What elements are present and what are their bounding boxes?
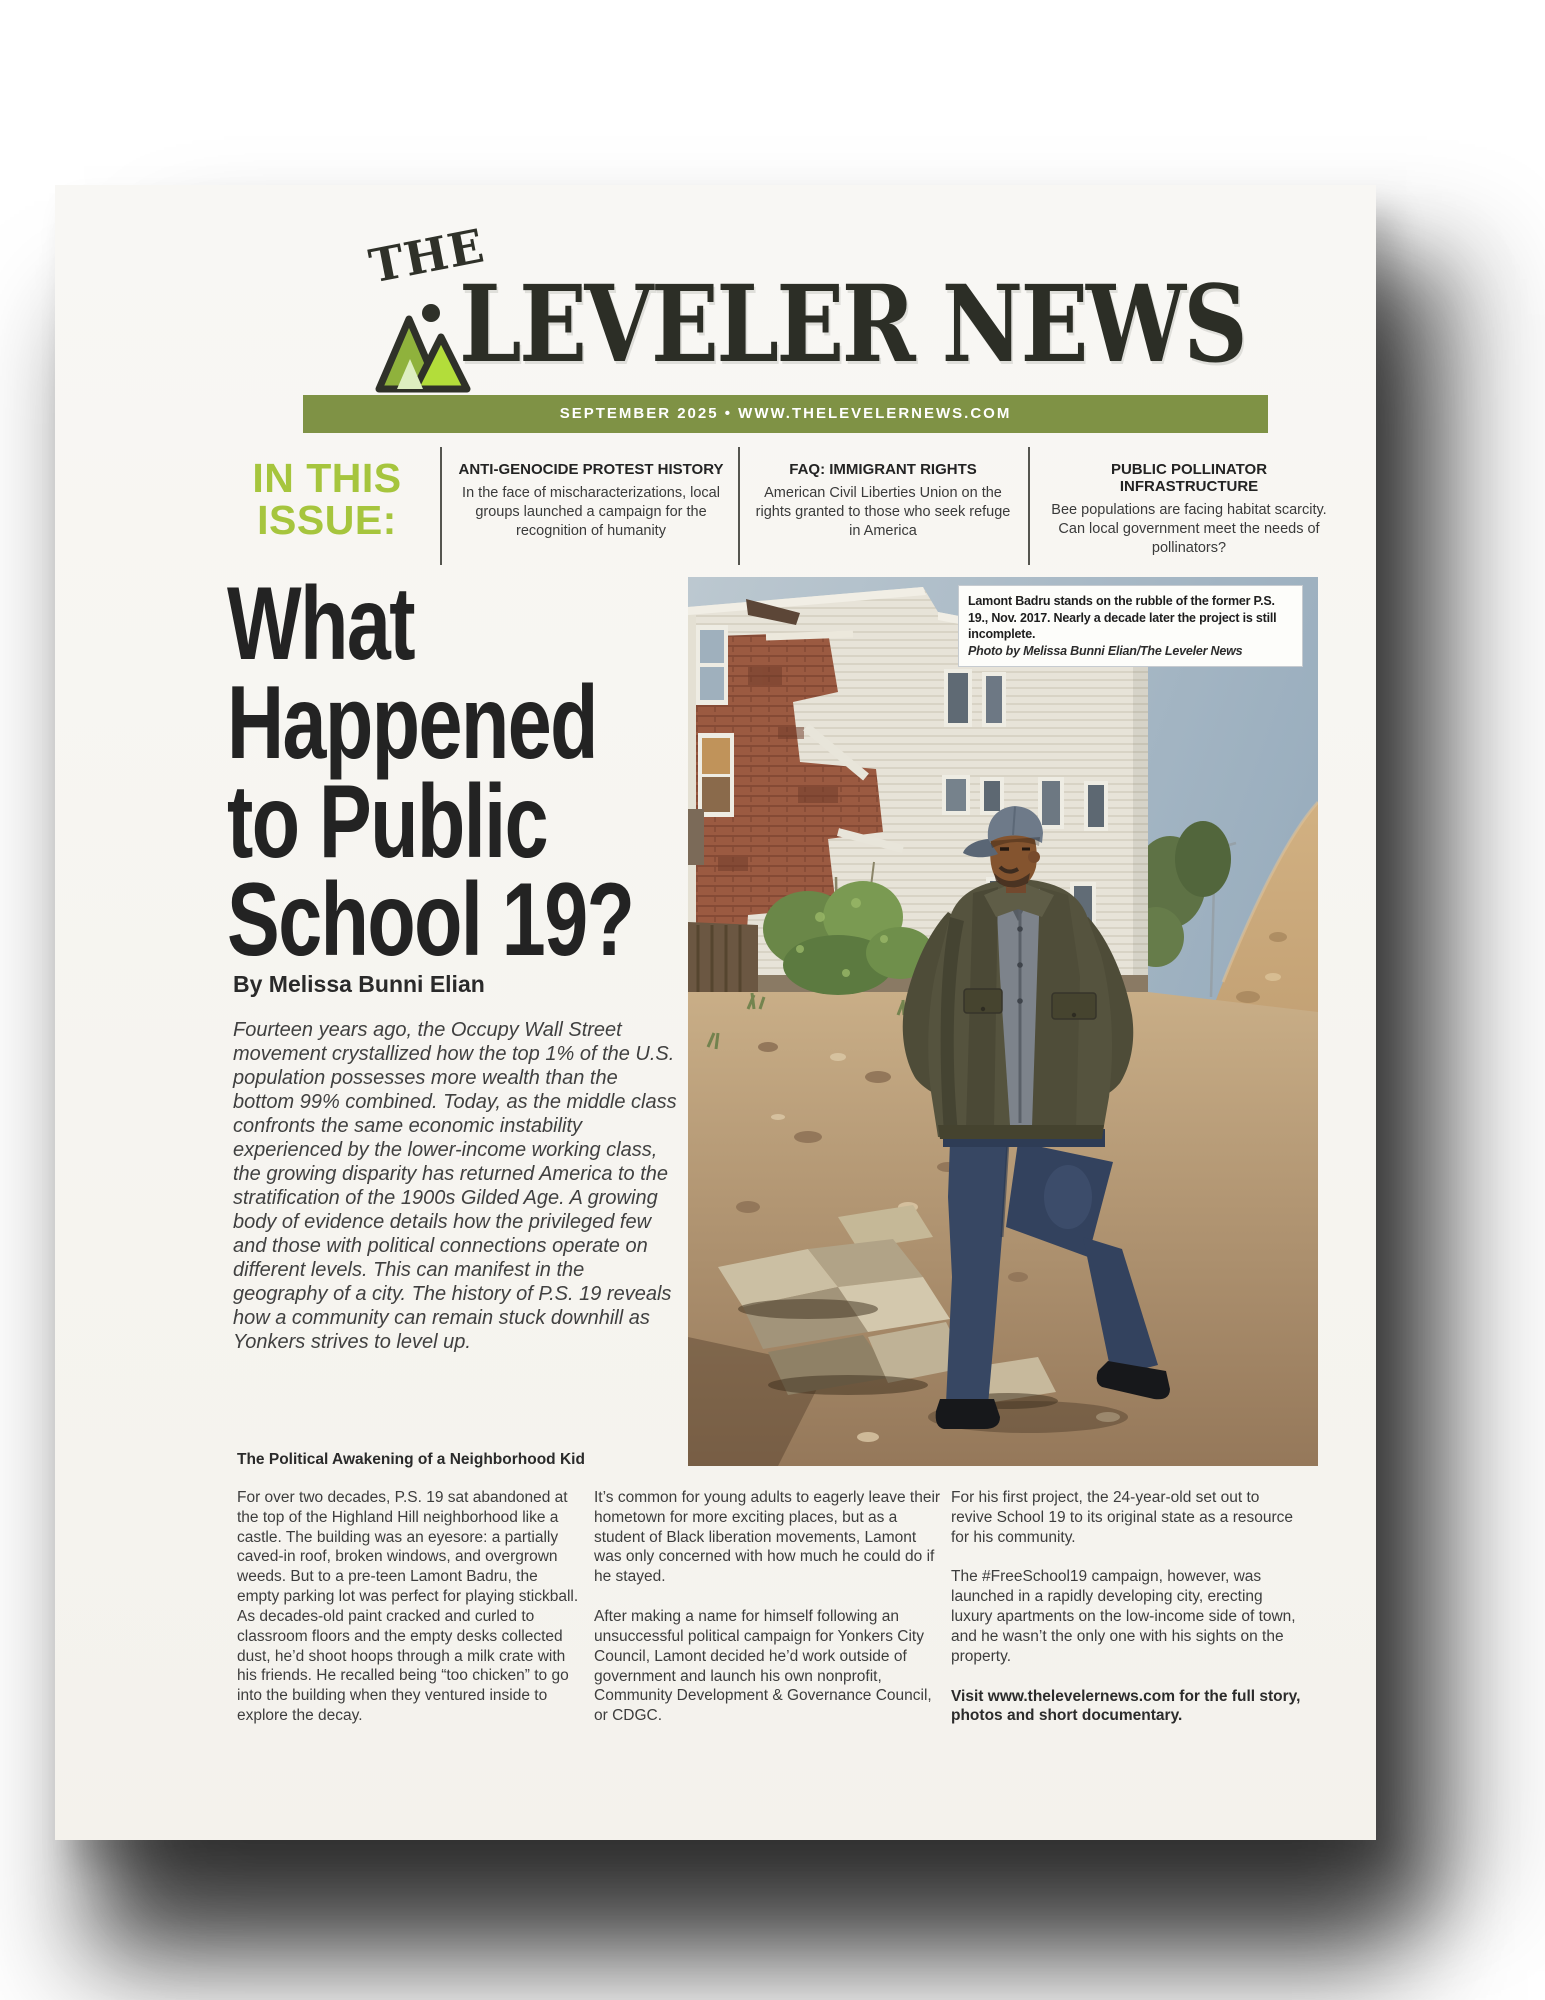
teaser-title: PUBLIC POLLINATOR INFRASTRUCTURE — [1110, 461, 1268, 495]
teaser-pollinator — [1041, 461, 1337, 558]
headline-line: What — [227, 566, 415, 682]
cta-text: Visit www.thelevelernews.com for the full story, photos and short documentary. — [951, 1687, 1301, 1725]
teaser-divider — [1028, 447, 1030, 565]
body-paragraph: The #FreeSchool19 campaign, however, was launched in a rapidly developing city, erecting luxury apartments on the low-income side of town, and he wasn’t the only one with his sights on the property. — [951, 1568, 1296, 1665]
teaser-body: Bee populations are facing habitat scarcity. Can local government meet the needs of pollinators? — [1051, 502, 1327, 557]
body-paragraph: For over two decades, P.S. 19 sat abandoned at the top of the Highland Hill neighborhood like a castle. The building was an eyesore: a partially caved-in roof, broken windows, and overgrown weeds. But to a pre-teen Lamont Badru, the empty parking lot was perfect for playing stickball. As decades-old paint cracked and curled to classroom floors and the empty desks collected dust, he’d shoot hoops through a milk crate with his friends. He recalled being “too chicken” to go into the building when they ventured inside to explore the decay. — [237, 1489, 579, 1725]
teaser-body: In the face of mischaracterizations, local groups launched a campaign for the recognition of humanity — [462, 485, 720, 540]
newspaper-page — [55, 185, 1376, 1840]
photo-caption — [958, 585, 1303, 667]
masthead-the: THE — [364, 218, 489, 294]
byline: By Melissa Bunni Elian — [233, 971, 485, 997]
teaser-divider — [440, 447, 442, 565]
lede-paragraph: Fourteen years ago, the Occupy Wall Street movement crystallized how the top 1% of the U.S. population possesses more wealth than the bottom 99% combined. Today, as the middle class confronts the same economic instability experienced by the lower-income working class, the growing disparity has returned America to the stratification of the 1900s Gilded Age. A growing body of evidence details how the privileged few and those with political connections operate on different levels. This can manifest in the geography of a city. The history of P.S. 19 reveals how a community can remain stuck downhill as Yonkers strives to level up. — [233, 1019, 677, 1353]
teaser-anti-genocide — [457, 461, 725, 541]
body-column-1 — [237, 1488, 583, 1746]
article-headline — [227, 566, 634, 979]
teaser-title: ANTI-GENOCIDE PROTEST HISTORY — [458, 461, 724, 478]
teaser-immigrant-rights — [752, 461, 1014, 541]
teaser-body: American Civil Liberties Union on the rights granted to those who seek refuge in America — [755, 485, 1011, 540]
section-header: The Political Awakening of a Neighborhood Kid — [237, 1451, 585, 1468]
body-paragraph: It’s common for young adults to eagerly leave their hometown for more exciting places, but as a student of Black liberation movements, Lamont was only concerned with how much he could do if he stayed. — [594, 1489, 941, 1586]
headline-line: to Public — [227, 763, 548, 880]
headline-line: School 19? — [227, 862, 634, 979]
body-paragraph: After making a name for himself following an unsuccessful political campaign for Yonkers City Council, Lamont decided he’d work outside of government and launch his own nonprofit, Community Development & Governance Council, or CDGC. — [594, 1608, 932, 1725]
body-column-3 — [951, 1488, 1303, 1746]
in-this-issue-label: IN THIS ISSUE: — [252, 455, 402, 544]
headline-line: Happened — [227, 664, 597, 781]
body-column-2 — [594, 1488, 941, 1746]
mountains-logo-icon — [371, 301, 471, 395]
photo-caption-credit: Photo by Melissa Bunni Elian/The Leveler News — [968, 643, 1243, 658]
masthead-title: LEVELER NEWS — [459, 261, 1246, 386]
masthead-date-banner: SEPTEMBER 2025 • WWW.THELEVELERNEWS.COM — [303, 395, 1268, 433]
teaser-title: FAQ: IMMIGRANT RIGHTS — [789, 461, 977, 478]
teaser-divider — [738, 447, 740, 565]
body-paragraph: For his first project, the 24-year-old set out to revive School 19 to its original state as a resource for his community. — [951, 1489, 1294, 1546]
photo-illustration — [688, 577, 1318, 1466]
photo-caption-text: Lamont Badru stands on the rubble of the former P.S. 19., Nov. 2017. Nearly a decade later the project is still incomplete. — [968, 594, 1277, 641]
